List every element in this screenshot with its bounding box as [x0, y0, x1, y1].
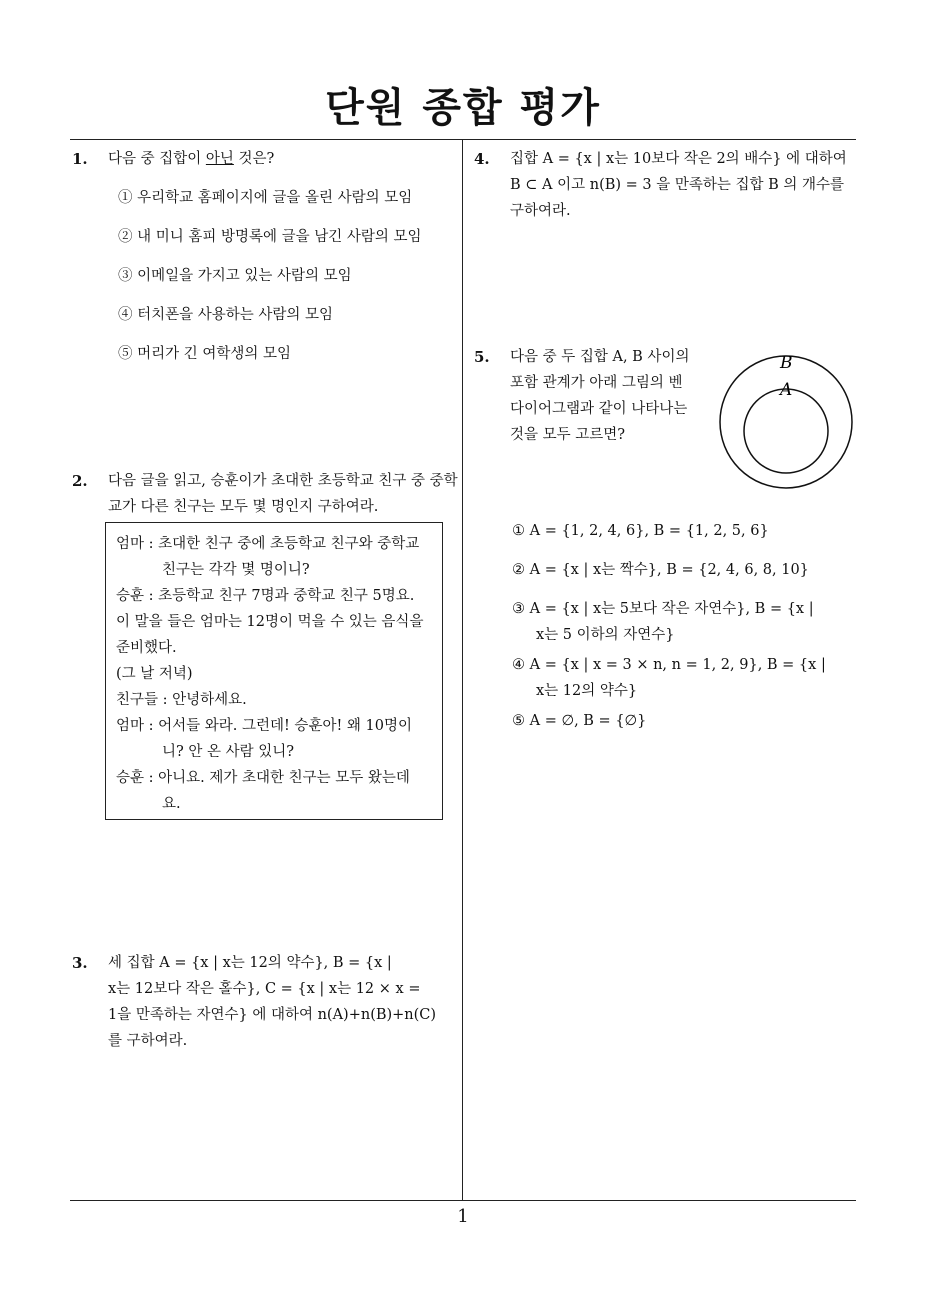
question-text: 집합 A = {x | x는 10보다 작은 2의 배수} 에 대하여 B ⊂ A 이고 n(B) = 3 을 만족하는 집합 B 의 개수를 구하여라.	[510, 151, 847, 219]
dialogue-line: 요.	[162, 796, 181, 812]
dialogue-box	[105, 522, 443, 820]
page-number: 1	[457, 1206, 469, 1227]
question-text: 다음 중 두 집합 A, B 사이의 포함 관계가 아래 그림의 벤 다이어그램과 같이 나타나는 것을 모두 고르면?	[510, 349, 690, 443]
choice-5[interactable]: ⑤ 머리가 긴 여학생의 모임	[118, 346, 292, 362]
dialogue-line: 엄마 : 초대한 친구 중에 초등학교 친구와 중학교	[116, 536, 420, 552]
choice-4[interactable]: ④ 터치폰을 사용하는 사람의 모임	[118, 307, 334, 323]
question-number: 3.	[72, 954, 88, 972]
choice-list	[118, 185, 456, 367]
question-3	[72, 950, 458, 1054]
question-5-choices	[512, 518, 864, 734]
choice-1[interactable]: ① A = {1, 2, 4, 6}, B = {1, 2, 5, 6}	[512, 523, 769, 539]
choice-3-continued: x는 5 이하의 자연수}	[536, 627, 675, 643]
question-text: 세 집합 A = {x | x는 12의 약수}, B = {x | x는 12보다 작은 홀수}, C = {x | x는 12 × x = 1을 만족하는 자연수} 에 대하여 n(A)+n(B)+n(C) 를 구하여라.	[108, 955, 437, 1049]
top-rule	[70, 139, 856, 140]
question-4	[474, 146, 866, 224]
venn-outer-circle	[720, 356, 852, 488]
dialogue-line: 친구들 : 안녕하세요.	[116, 692, 247, 708]
choice-3[interactable]: ③ 이메일을 가지고 있는 사람의 모임	[118, 268, 352, 284]
question-number: 5.	[474, 348, 490, 366]
dialogue-line: 니? 안 온 사람 있니?	[162, 744, 295, 760]
dialogue-line: 승훈 : 초등학교 친구 7명과 중학교 친구 5명요.	[116, 588, 415, 604]
question-2	[72, 468, 458, 520]
question-text: 다음 글을 읽고, 승훈이가 초대한 초등학교 친구 중 중학교가 다른 친구는 모두 몇 명인지 구하여라.	[108, 473, 458, 515]
venn-diagram	[718, 346, 858, 492]
choice-2[interactable]: ② A = {x | x는 짝수}, B = {2, 4, 6, 8, 10}	[512, 562, 809, 578]
dialogue-line: 이 말을 들은 엄마는 12명이 먹을 수 있는 음식을	[116, 614, 424, 630]
choice-2[interactable]: ② 내 미니 홈피 방명록에 글을 남긴 사람의 모임	[118, 229, 422, 245]
dialogue-line: 엄마 : 어서들 와라. 그런데! 승훈아! 왜 10명이	[116, 718, 412, 734]
bottom-rule	[70, 1200, 856, 1201]
choice-3[interactable]: ③ A = {x | x는 5보다 작은 자연수}, B = {x |	[512, 601, 814, 617]
venn-inner-circle	[744, 389, 828, 473]
page-title: 단원 종합 평가	[325, 85, 601, 131]
dialogue-line: 친구는 각각 몇 명이니?	[162, 562, 310, 578]
question-text: 다음 중 집합이 아닌 것은?	[108, 151, 275, 167]
choice-5[interactable]: ⑤ A = ∅, B = {∅}	[512, 713, 647, 729]
venn-label-outer: B	[780, 353, 793, 373]
dialogue-line: (그 날 저녁)	[116, 666, 193, 682]
choice-4-continued: x는 12의 약수}	[536, 683, 638, 699]
choice-1[interactable]: ① 우리학교 홈페이지에 글을 올린 사람의 모임	[118, 190, 413, 206]
question-number: 4.	[474, 150, 490, 168]
column-divider	[462, 139, 463, 1200]
question-number: 2.	[72, 472, 88, 490]
dialogue-line: 준비했다.	[116, 640, 177, 656]
choice-4[interactable]: ④ A = {x | x = 3 × n, n = 1, 2, 9}, B = {x |	[512, 657, 826, 673]
dialogue-line: 승훈 : 아니요. 제가 초대한 친구는 모두 왔는데	[116, 770, 410, 786]
underlined-word: 아닌	[205, 151, 234, 167]
venn-label-inner: A	[780, 380, 793, 400]
question-5	[474, 344, 714, 448]
question-number: 1.	[72, 150, 88, 168]
question-1	[72, 146, 456, 367]
